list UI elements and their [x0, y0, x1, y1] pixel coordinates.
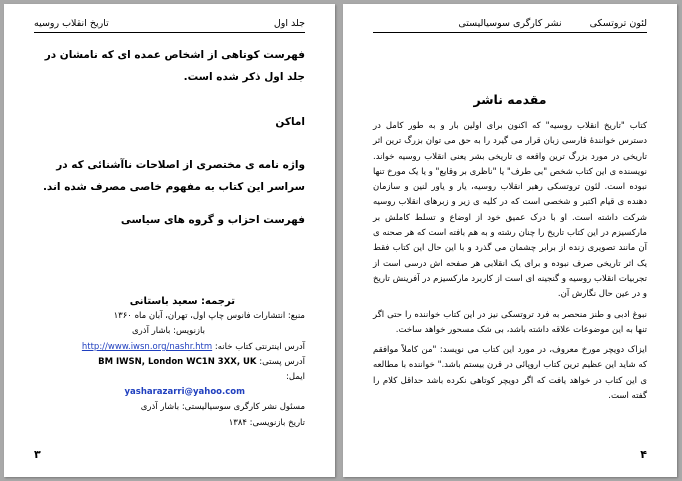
publisher-intro-title: مقدمه ناشر: [473, 92, 547, 107]
postal-line: [34, 355, 305, 370]
intro-paragraph: نبوغ ادبی و طنز منحصر به فرد تروتسکی نیز در این کتاب خواننده را حتی اگر تنها به این موضوعات علاقه داشته باشد، بی شک مسحور خواهد ساخت.: [373, 309, 647, 335]
postal-address: BM IWSN, London WC1N 3XX, UK: [98, 356, 257, 367]
postal-label: آدرس پستی:: [259, 356, 305, 367]
header-volume: جلد اول: [273, 18, 305, 29]
header-author: لئون تروتسکی: [589, 18, 647, 29]
website-line: [34, 340, 305, 355]
credits-block: [34, 294, 305, 431]
right-page-number: ۴: [640, 448, 647, 461]
left-page: [4, 4, 335, 477]
source-line: منبع: انتشارات فانوس چاپ اول، تهران، آبان ماه ۱۳۶۰: [113, 311, 305, 322]
right-page-header: [373, 16, 647, 33]
email-label: ایمل:: [286, 372, 305, 383]
header-publisher: نشر کارگری سوسیالیستی: [458, 18, 562, 29]
email-line: [34, 370, 305, 385]
email-value-line: [34, 385, 305, 400]
heading-places: اماکن: [275, 116, 305, 128]
manager-line: مسئول نشر کارگری سوسیالیستی: باشار آذری: [140, 402, 305, 413]
left-page-header: [34, 16, 305, 33]
intro-paragraph: کتاب "تاریخ انقلاب روسیه" که اکنون برای اولین بار و به طور کامل در دسترس خوانندۀ فارسی زبان قرار می گیرد را به حق می توان بزرگ ترین اثر تاریخی در مورد بزرگ ترین واقعه ی تاریخی بشر یعنی انقلاب روسیه خواند. نویسنده ی این کتاب شخص "بی طرف" یا "ناظری بر وقایع" و یا یک مورخ تنها نبوده است. لئون تروتسکی رهبر انقلاب روسیه، یار و یاور لنین و سازمان دهنده ی قیام اکتبر و شخصی است که در کلیه ی زیر و زبرهای انقلاب روسیه شرکت داشته است. او با درک عمیق خود از اوضاع و تسلط کاملش بر مارکسیزم در این کتاب تاریخ را چنان رشته و به هم بافته است که هر صحنه ی آن مانند تصویری زنده از برابر چشمان می گذرد و با این حال این کتاب فقط یک اثر تاریخی صرف نبوده و برای یک انقلابی هر صفحه اش درسی است از تجربیات انقلاب روسیه و گنجینه ای است از کاربرد مارکسیزم در آفرینش تاریخ و در عین حال نگارش آن.: [373, 121, 647, 300]
heading-glossary: واژه نامه ی مختصری از اصلاحات ناآشنائی که در سراسر این کتاب به مفهوم خاصی مصرف شده اند.: [42, 159, 305, 193]
intro-paragraph: ایزاک دویچر مورخ معروف، در مورد این کتاب می نویسد: "من کاملاً موافقم که شاید این عظیم ترین کتاب اروپائی در قرن بیستم باشد." خواننده با مطالعه ی این کتاب در خواهد یافت که اگر دویچر کوتاهی نکرده باشد حداقل کلام را گفته است.: [373, 345, 647, 402]
translator-line: ترجمه: سعید باستانی: [129, 296, 235, 307]
left-page-number: ۳: [34, 448, 41, 461]
header-book-title: تاریخ انقلاب روسیه: [34, 18, 109, 29]
heading-parties-list: فهرست احزاب و گروه های سیاسی: [120, 214, 305, 226]
date-line: تاریخ بازنویسی: ۱۳۸۴: [228, 417, 305, 428]
rewriter-line: بازنویس: باشار آذری: [132, 326, 205, 337]
website-label: آدرس اینترنتی کتاب خانه:: [214, 341, 305, 352]
publisher-intro-body: [373, 119, 647, 409]
website-link[interactable]: http://www.iwsn.org/nashr.htm: [81, 341, 213, 352]
right-page: [343, 4, 677, 477]
heading-persons-list: فهرست کوتاهی از اشخاص عمده ای که نامشان در جلد اول ذکر شده است.: [44, 49, 305, 83]
email-address[interactable]: yasharazarri@yahoo.com: [124, 387, 245, 398]
